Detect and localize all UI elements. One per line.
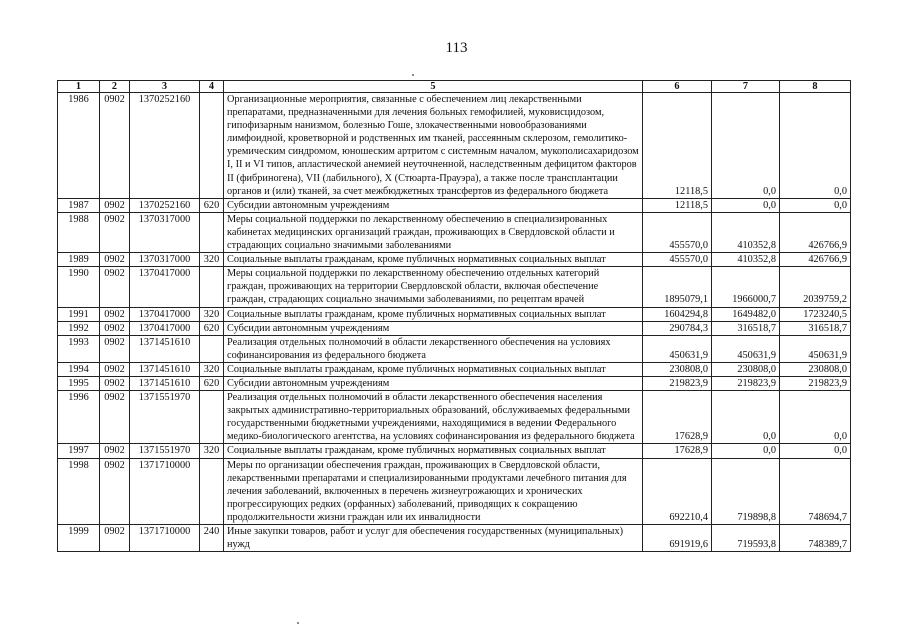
description-cell: Социальные выплаты гражданам, кроме публичных нормативных социальных выплат <box>224 307 643 321</box>
target-article-cell: 1371710000 <box>130 525 200 552</box>
target-article-cell: 1371551970 <box>130 391 200 444</box>
expense-type-cell <box>200 93 224 199</box>
amount-col7-cell: 719593,8 <box>712 525 780 552</box>
table-row <box>58 321 851 335</box>
amount-col6-cell: 219823,9 <box>643 376 712 390</box>
target-article-cell: 1371551970 <box>130 444 200 458</box>
section-code-cell: 0902 <box>100 267 130 307</box>
expense-type-cell: 320 <box>200 362 224 376</box>
description-cell: Субсидии автономным учреждениям <box>224 198 643 212</box>
amount-col6-cell: 290784,3 <box>643 321 712 335</box>
amount-col6-cell: 1604294,8 <box>643 307 712 321</box>
amount-col7-cell: 1649482,0 <box>712 307 780 321</box>
amount-col6-cell: 455570,0 <box>643 253 712 267</box>
row-number-cell: 1986 <box>58 93 100 199</box>
expense-type-cell: 320 <box>200 307 224 321</box>
amount-col8-cell: 219823,9 <box>780 376 851 390</box>
section-code-cell: 0902 <box>100 525 130 552</box>
description-cell: Меры социальной поддержки по лекарственному обеспечению в специализированных кабинетах медицинских организаций граждан, проживающих в Свердловской области и страдающих социально значимыми заболеваниями <box>224 212 643 252</box>
amount-col8-cell: 0,0 <box>780 93 851 199</box>
table-row <box>58 335 851 362</box>
section-code-cell: 0902 <box>100 335 130 362</box>
amount-col8-cell: 0,0 <box>780 198 851 212</box>
expense-type-cell: 620 <box>200 198 224 212</box>
description-cell: Социальные выплаты гражданам, кроме публичных нормативных социальных выплат <box>224 362 643 376</box>
column-header: 2 <box>100 81 130 93</box>
section-code-cell: 0902 <box>100 458 130 524</box>
expense-type-cell <box>200 335 224 362</box>
amount-col7-cell: 410352,8 <box>712 253 780 267</box>
row-number-cell: 1989 <box>58 253 100 267</box>
table-row <box>58 376 851 390</box>
section-code-cell: 0902 <box>100 212 130 252</box>
amount-col7-cell: 410352,8 <box>712 212 780 252</box>
amount-col7-cell: 219823,9 <box>712 376 780 390</box>
amount-col7-cell: 0,0 <box>712 444 780 458</box>
section-code-cell: 0902 <box>100 307 130 321</box>
amount-col7-cell: 719898,8 <box>712 458 780 524</box>
amount-col6-cell: 12118,5 <box>643 198 712 212</box>
amount-col8-cell: 450631,9 <box>780 335 851 362</box>
row-number-cell: 1996 <box>58 391 100 444</box>
table-header-row <box>58 81 851 93</box>
expense-type-cell: 320 <box>200 253 224 267</box>
description-cell: Социальные выплаты гражданам, кроме публичных нормативных социальных выплат <box>224 253 643 267</box>
expense-type-cell <box>200 212 224 252</box>
column-header: 5 <box>224 81 643 93</box>
section-code-cell: 0902 <box>100 362 130 376</box>
target-article-cell: 1370252160 <box>130 198 200 212</box>
budget-table <box>57 80 851 552</box>
row-number-cell: 1992 <box>58 321 100 335</box>
amount-col7-cell: 316518,7 <box>712 321 780 335</box>
table-row <box>58 362 851 376</box>
target-article-cell: 1371451610 <box>130 362 200 376</box>
section-code-cell: 0902 <box>100 376 130 390</box>
target-article-cell: 1370317000 <box>130 212 200 252</box>
table-row <box>58 444 851 458</box>
table-row <box>58 307 851 321</box>
target-article-cell: 1370317000 <box>130 253 200 267</box>
scan-speck <box>412 74 414 76</box>
table-row <box>58 525 851 552</box>
amount-col7-cell: 0,0 <box>712 391 780 444</box>
row-number-cell: 1987 <box>58 198 100 212</box>
amount-col6-cell: 12118,5 <box>643 93 712 199</box>
row-number-cell: 1998 <box>58 458 100 524</box>
column-header: 3 <box>130 81 200 93</box>
target-article-cell: 1370417000 <box>130 307 200 321</box>
amount-col8-cell: 748389,7 <box>780 525 851 552</box>
amount-col6-cell: 455570,0 <box>643 212 712 252</box>
section-code-cell: 0902 <box>100 93 130 199</box>
row-number-cell: 1999 <box>58 525 100 552</box>
amount-col6-cell: 692210,4 <box>643 458 712 524</box>
expense-type-cell: 240 <box>200 525 224 552</box>
column-header: 8 <box>780 81 851 93</box>
row-number-cell: 1993 <box>58 335 100 362</box>
amount-col8-cell: 1723240,5 <box>780 307 851 321</box>
description-cell: Организационные мероприятия, связанные с обеспечением лиц лекарственными препаратами, предназначенными для лечения больных гемофилией, муковисцидозом, гипофизарным нанизмом, болезнью Гоше, злокачественными новообразованиями лимфоидной, кроветворной и родственных им тканей, рассеянным склерозом, гемолитико-уремическим синдромом, юношеским артритом с системным началом, мукополисахаридозом I, II и VI типов, апластической анемией неуточненной, наследственным дефицитом факторов II (фибриногена), VII (лабильного), X (Стюарта-Прауэра), а также после трансплантации органов и (или) тканей, за счет межбюджетных трансфертов из федерального бюджета <box>224 93 643 199</box>
page-number: 113 <box>445 40 468 56</box>
section-code-cell: 0902 <box>100 321 130 335</box>
description-cell: Субсидии автономным учреждениям <box>224 321 643 335</box>
row-number-cell: 1997 <box>58 444 100 458</box>
column-header: 1 <box>58 81 100 93</box>
column-header: 4 <box>200 81 224 93</box>
expense-type-cell <box>200 267 224 307</box>
amount-col6-cell: 17628,9 <box>643 444 712 458</box>
target-article-cell: 1370252160 <box>130 93 200 199</box>
amount-col8-cell: 2039759,2 <box>780 267 851 307</box>
scan-speck <box>297 622 299 624</box>
description-cell: Социальные выплаты гражданам, кроме публичных нормативных социальных выплат <box>224 444 643 458</box>
amount-col7-cell: 1966000,7 <box>712 267 780 307</box>
target-article-cell: 1371451610 <box>130 376 200 390</box>
amount-col7-cell: 450631,9 <box>712 335 780 362</box>
table-row <box>58 253 851 267</box>
description-cell: Субсидии автономным учреждениям <box>224 376 643 390</box>
amount-col8-cell: 426766,9 <box>780 253 851 267</box>
description-cell: Реализация отдельных полномочий в области лекарственного обеспечения на условиях софинансирования из федерального бюджета <box>224 335 643 362</box>
table-row <box>58 267 851 307</box>
section-code-cell: 0902 <box>100 444 130 458</box>
description-cell: Меры социальной поддержки по лекарственному обеспечению отдельных категорий граждан, проживающих на территории Свердловской области, включая обеспечение граждан, страдающих социально значимыми заболеваниями, по рецептам врачей <box>224 267 643 307</box>
amount-col6-cell: 691919,6 <box>643 525 712 552</box>
amount-col6-cell: 450631,9 <box>643 335 712 362</box>
table-row <box>58 212 851 252</box>
table-row <box>58 93 851 199</box>
table-row <box>58 198 851 212</box>
row-number-cell: 1988 <box>58 212 100 252</box>
target-article-cell: 1371451610 <box>130 335 200 362</box>
description-cell: Меры по организации обеспечения граждан, проживающих в Свердловской области, лекарственными препаратами и специализированными продуктами лечебного питания для лечения заболеваний, включенных в перечень жизнеугрожающих и хронических прогрессирующих редких (орфанных) заболеваний, приводящих к сокращению продолжительности жизни граждан или их инвалидности <box>224 458 643 524</box>
section-code-cell: 0902 <box>100 198 130 212</box>
amount-col8-cell: 230808,0 <box>780 362 851 376</box>
expense-type-cell <box>200 458 224 524</box>
row-number-cell: 1994 <box>58 362 100 376</box>
amount-col6-cell: 230808,0 <box>643 362 712 376</box>
expense-type-cell: 320 <box>200 444 224 458</box>
table-row <box>58 458 851 524</box>
section-code-cell: 0902 <box>100 253 130 267</box>
description-cell: Иные закупки товаров, работ и услуг для обеспечения государственных (муниципальных) нужд <box>224 525 643 552</box>
target-article-cell: 1370417000 <box>130 267 200 307</box>
column-header: 6 <box>643 81 712 93</box>
row-number-cell: 1990 <box>58 267 100 307</box>
amount-col8-cell: 316518,7 <box>780 321 851 335</box>
amount-col8-cell: 0,0 <box>780 444 851 458</box>
section-code-cell: 0902 <box>100 391 130 444</box>
row-number-cell: 1995 <box>58 376 100 390</box>
amount-col7-cell: 0,0 <box>712 198 780 212</box>
description-cell: Реализация отдельных полномочий в области лекарственного обеспечения населения закрытых административно-территориальных образований, обслуживаемых федеральными государственными бюджетными учреждениями, находящимися в ведении Федерального медико-биологического агентства, на условиях софинансирования из федерального бюджета <box>224 391 643 444</box>
amount-col7-cell: 230808,0 <box>712 362 780 376</box>
amount-col6-cell: 1895079,1 <box>643 267 712 307</box>
expense-type-cell: 620 <box>200 321 224 335</box>
target-article-cell: 1370417000 <box>130 321 200 335</box>
table-row <box>58 391 851 444</box>
expense-type-cell <box>200 391 224 444</box>
row-number-cell: 1991 <box>58 307 100 321</box>
amount-col8-cell: 0,0 <box>780 391 851 444</box>
amount-col6-cell: 17628,9 <box>643 391 712 444</box>
amount-col8-cell: 748694,7 <box>780 458 851 524</box>
column-header: 7 <box>712 81 780 93</box>
amount-col7-cell: 0,0 <box>712 93 780 199</box>
amount-col8-cell: 426766,9 <box>780 212 851 252</box>
target-article-cell: 1371710000 <box>130 458 200 524</box>
expense-type-cell: 620 <box>200 376 224 390</box>
